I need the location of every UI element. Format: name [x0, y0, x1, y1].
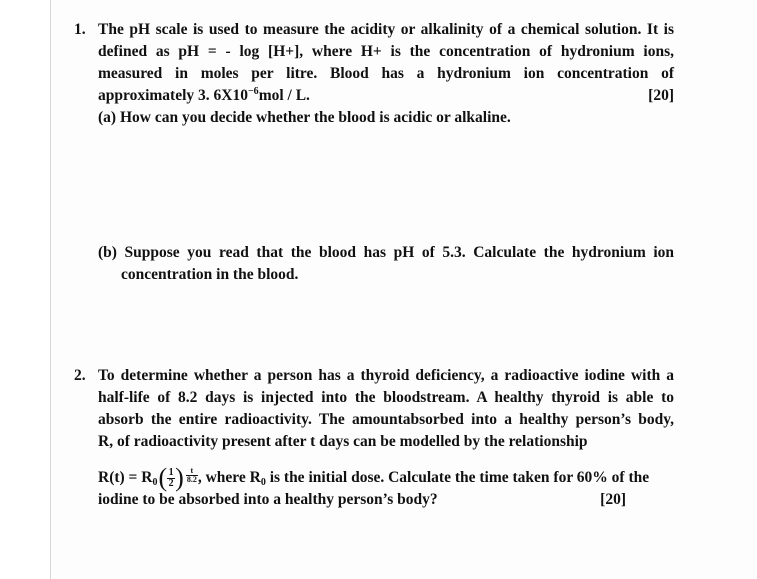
exp-denominator: 8.2 [186, 475, 197, 484]
q1-unit: mol / L. [258, 87, 310, 104]
formula-tail-b: is the initial dose. Calculate the time taken for 60% of the [265, 469, 650, 486]
q1-part-b-line-2: concentration in the blood. [121, 266, 299, 283]
formula-tail-a: , where R [197, 469, 261, 486]
q2-marks: [20] [600, 491, 626, 508]
q1-exponent: −6 [247, 86, 259, 97]
question-2-number: 2. [74, 367, 86, 384]
q2-line-1: To determine whether a person has a thyroid deficiency, a radioactive iodine with a [98, 367, 674, 384]
formula-exponent [186, 467, 198, 484]
frac-denominator: 2 [168, 477, 174, 489]
q1-part-a: (a) How can you decide whether the blood is acidic or alkaline. [98, 109, 511, 126]
exp-numerator: t [190, 466, 194, 475]
q1-line-4 [98, 85, 674, 107]
question-1 [74, 19, 674, 129]
question-1-number: 1. [74, 21, 86, 38]
formula-r0-subscript: 0 [152, 477, 158, 488]
question-2 [74, 365, 674, 511]
formula-lhs: R(t) = R [98, 469, 153, 486]
q1-line-2: defined as pH = - log [H+], where H+ is the concentration of hydronium ions, [98, 43, 674, 60]
frac-numerator: 1 [168, 466, 174, 478]
formula-half-fraction: ( 1 2 ) [158, 463, 184, 493]
formula-tail-subscript: 0 [260, 477, 266, 488]
q1-part-b-line-1: (b) Suppose you read that the blood has pH of 5.3. Calculate the hydronium ion [98, 244, 674, 261]
q2-last-line [98, 489, 674, 511]
q2-last-line-text: iodine to be absorbed into a healthy person’s body? [98, 491, 438, 508]
q2-line-3: absorb the entire radioactivity. The amountabsorbed into a healthy person’s body, [98, 411, 674, 428]
q2-line-2: half-life of 8.2 days is injected into the bloodstream. A healthy thyroid is able to [98, 389, 674, 406]
q1-marks: [20] [648, 87, 674, 104]
q1-line-4-text: approximately 3. 6X10 [98, 87, 248, 104]
q1-line-1: The pH scale is used to measure the acidity or alkalinity of a chemical solution. It is [98, 21, 674, 38]
q1-line-3: measured in moles per litre. Blood has a hydronium ion concentration of [98, 65, 674, 82]
question-1-part-b [74, 242, 674, 286]
q2-formula-line [98, 463, 674, 493]
q2-line-4: R, of radioactivity present after t days can be modelled by the relationship [98, 433, 588, 450]
